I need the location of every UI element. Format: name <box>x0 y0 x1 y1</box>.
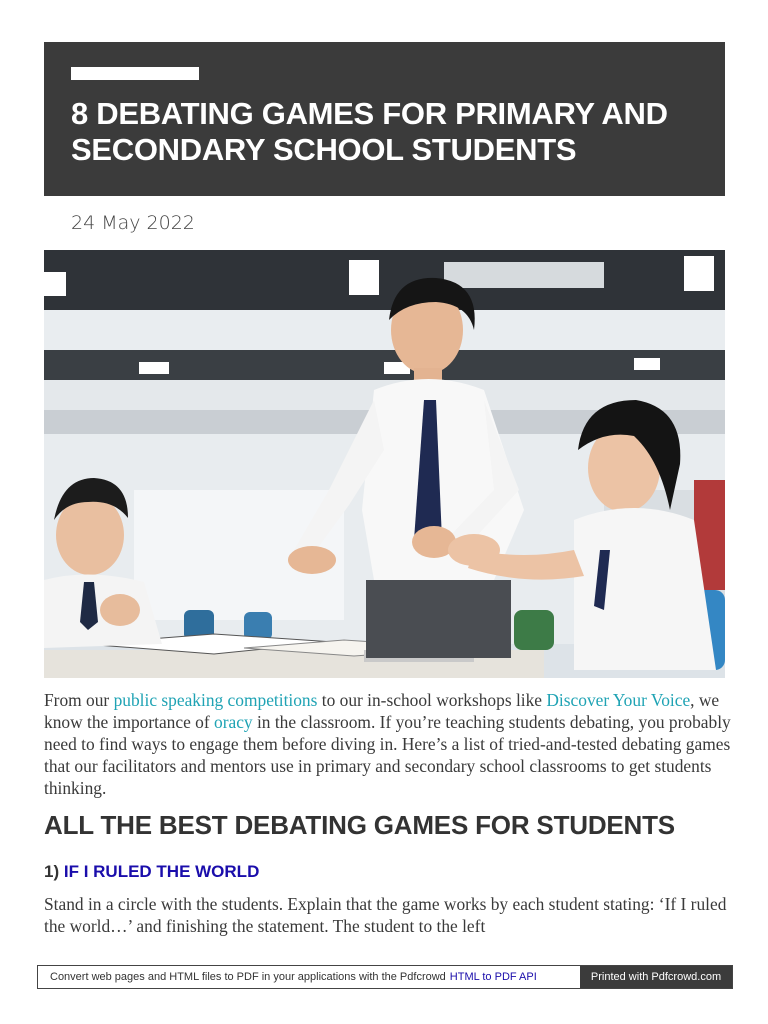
section-heading: ALL THE BEST DEBATING GAMES FOR STUDENTS <box>44 810 675 840</box>
article-title: 8 DEBATING GAMES FOR PRIMARY AND SECONDARY SCHOOL STUDENTS <box>71 96 668 167</box>
html-to-pdf-api-link[interactable]: HTML to PDF API <box>449 971 537 983</box>
pdfcrowd-footer <box>37 965 733 989</box>
hero-banner <box>44 42 725 196</box>
classroom-photo <box>44 250 725 678</box>
publish-date: 24 May 2022 <box>71 212 195 234</box>
intro-text-2: to our in-school workshops like <box>317 690 547 710</box>
oracy-link[interactable]: oracy <box>214 712 253 732</box>
printed-with-pdfcrowd[interactable]: Printed with Pdfcrowd.com <box>580 966 732 988</box>
intro-text-3: , we know the importance of <box>44 690 720 732</box>
game-number: 1) <box>44 862 60 881</box>
footer-text: Convert web pages and HTML files to PDF in your applications with the Pdfcrowd <box>50 971 446 983</box>
classroom-photo-illustration <box>44 250 725 678</box>
discover-your-voice-link[interactable]: Discover Your Voice <box>546 690 691 710</box>
footer-left <box>38 966 580 988</box>
hero-accent-bar <box>71 67 199 80</box>
intro-text-4: in the classroom. If you’re teaching students debating, you probably need to find ways to engage them before diving in. Here’s a list of tried-and-tested debating games that our facilitators and mentors use in primary and secondary school classrooms to get students thinking. <box>44 712 731 798</box>
intro-paragraph <box>44 689 734 799</box>
intro-text-1: From our <box>44 690 114 710</box>
game-title-link[interactable]: IF I RULED THE WORLD <box>63 862 260 881</box>
game-description: Stand in a circle with the students. Explain that the game works by each student stating: ‘If I ruled the world…’ and finishing the statement. The student to the left <box>44 894 727 936</box>
game-heading <box>44 862 259 882</box>
public-speaking-competitions-link[interactable]: public speaking competitions <box>113 690 318 710</box>
